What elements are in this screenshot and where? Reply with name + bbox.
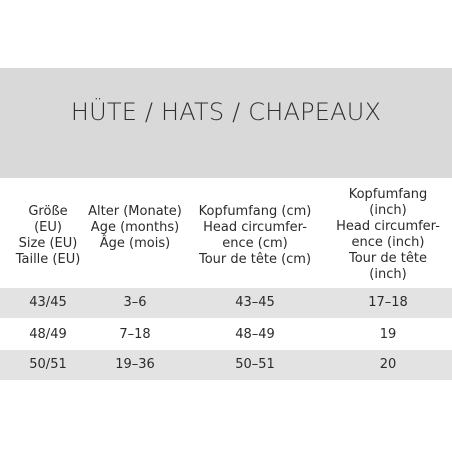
header-head-cm [188, 204, 322, 268]
cell-head-cm: 50–51 [235, 357, 275, 372]
header-head-cm-line: Kopfumfang (cm) [198, 204, 312, 219]
header-head-inch-line: Kopfumfang [348, 187, 428, 202]
header-head-cm-line: Tour de tête (cm) [198, 252, 312, 267]
page-title: HÜTE / HATS / CHAPEAUX [70, 98, 382, 126]
header-head-cm-line: Head circumfer- [203, 220, 307, 235]
header-size-line: Größe [28, 204, 68, 219]
header-head-inch [318, 187, 452, 283]
header-head-inch-line: (inch) [369, 203, 407, 218]
cell-age: 7–18 [119, 327, 151, 342]
cell-age: 19–36 [115, 357, 155, 372]
header-head-inch-line: Tour de tête [349, 251, 427, 266]
cell-size: 50/51 [29, 357, 67, 372]
header-head-inch-line: ence (inch) [351, 235, 425, 250]
cell-head-inch: 20 [379, 357, 397, 372]
header-size-line: Size (EU) [18, 236, 78, 251]
header-age-line: Âge (mois) [99, 236, 171, 251]
cell-head-cm: 43–45 [235, 295, 275, 310]
table-row [0, 320, 452, 350]
header-head-cm-line: ence (cm) [222, 236, 288, 251]
cell-age: 3–6 [123, 295, 147, 310]
header-age-line: Age (months) [90, 220, 180, 235]
header-size-line: Taille (EU) [15, 252, 81, 267]
header-age [80, 204, 190, 252]
cell-head-inch: 19 [379, 327, 397, 342]
cell-size: 43/45 [29, 295, 67, 310]
header-size-line: (EU) [34, 220, 62, 235]
cell-head-inch: 17–18 [368, 295, 408, 310]
header-head-inch-line: Head circumfer- [336, 219, 440, 234]
cell-head-cm: 48–49 [235, 327, 275, 342]
table-row [0, 288, 452, 318]
header-head-inch-line: (inch) [369, 267, 407, 282]
table-row [0, 350, 452, 380]
cell-size: 48/49 [29, 327, 67, 342]
header-age-line: Alter (Monate) [88, 204, 182, 219]
